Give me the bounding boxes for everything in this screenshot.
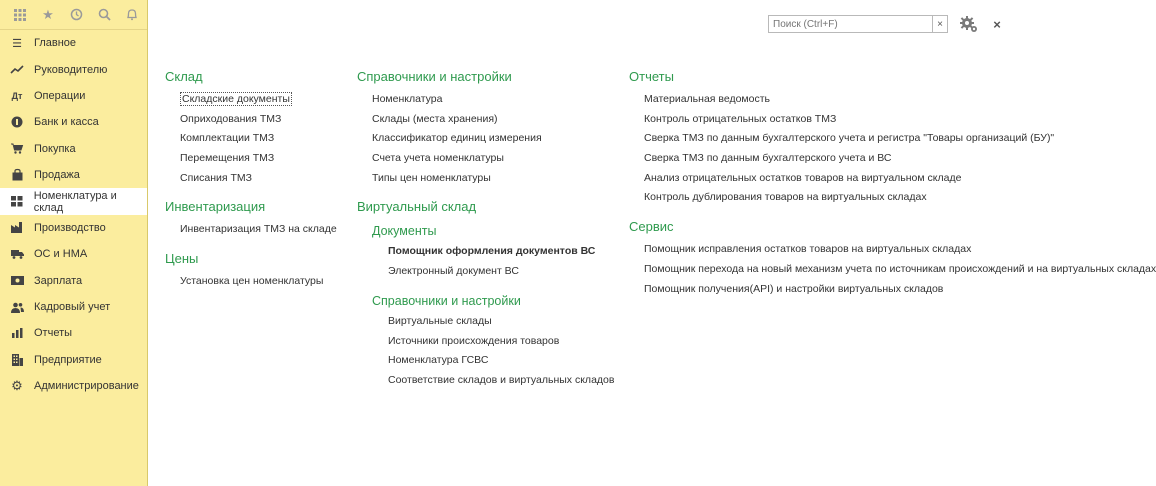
sidebar-item-label: Банк и касса [34, 116, 99, 129]
search-input[interactable] [769, 16, 937, 32]
sidebar-item-hr[interactable] [0, 294, 147, 320]
sidebar-item-production[interactable] [0, 215, 147, 241]
warehouse-grid-icon [10, 195, 24, 209]
search-icon[interactable] [90, 4, 118, 26]
link-vs-doc-assistant[interactable]: Помощник оформления документов ВС [388, 245, 596, 258]
sidebar-item-label: Отчеты [34, 327, 73, 340]
link-price-types[interactable]: Типы цен номенклатуры [372, 171, 491, 184]
sidebar-item-fixed-assets[interactable] [0, 241, 147, 267]
sidebar-item-label: Руководителю [34, 63, 108, 76]
link-negative-vs-analysis[interactable]: Анализ отрицательных остатков товаров на виртуальном складе [644, 171, 962, 184]
sidebar-item-bank[interactable] [0, 109, 147, 135]
subsection-title-vs-references: Справочники и настройки [372, 293, 521, 308]
link-warehouse-mapping[interactable]: Соответствие складов и виртуальных складов [388, 373, 615, 386]
link-warehouse-documents[interactable] [165, 90, 350, 110]
sidebar-item-reports[interactable] [0, 320, 147, 346]
people-icon [10, 300, 24, 314]
link-writeoffs[interactable]: Списания ТМЗ [180, 171, 252, 184]
settings-gear-icon[interactable] [958, 13, 980, 35]
sidebar-item-administration[interactable] [0, 373, 147, 399]
apps-grid-icon[interactable] [6, 4, 34, 26]
link-vs-e-document[interactable]: Электронный документ ВС [388, 265, 519, 278]
clear-search-button[interactable] [932, 16, 947, 32]
factory-icon [10, 221, 24, 235]
link-transfers[interactable]: Перемещения ТМЗ [180, 152, 275, 165]
sidebar-item-main[interactable] [0, 30, 147, 56]
sidebar-item-operations[interactable] [0, 83, 147, 109]
sidebar-item-label: Операции [34, 89, 86, 102]
link-set-prices[interactable]: Установка цен номенклатуры [180, 275, 324, 288]
section-title-virtual-warehouse: Виртуальный склад [357, 199, 477, 215]
sidebar-item-enterprise[interactable] [0, 347, 147, 373]
bell-icon[interactable] [118, 4, 146, 26]
section-title-warehouse: Склад [165, 69, 203, 84]
link-duplicate-control[interactable]: Контроль дублирования товаров на виртуальных складах [644, 191, 927, 204]
sidebar-item-label: Зарплата [34, 274, 83, 287]
link-virtual-warehouses[interactable]: Виртуальные склады [388, 314, 492, 327]
sidebar-item-manager[interactable] [0, 56, 147, 82]
section-title-service: Сервис [629, 219, 674, 235]
link-goods-origin-sources[interactable]: Источники происхождения товаров [388, 334, 560, 347]
menu-lines-icon: ☰ [12, 37, 22, 50]
column-reports [617, 64, 1156, 324]
link-storage-places[interactable]: Склады (места хранения) [372, 112, 498, 125]
link-negative-balance-control[interactable]: Контроль отрицательных остатков ТМЗ [644, 112, 837, 125]
column-warehouse [165, 64, 350, 292]
link-assemblies[interactable]: Комплектации ТМЗ [180, 132, 275, 145]
sidebar-item-label: Продажа [34, 169, 80, 182]
sidebar-item-label: Производство [34, 221, 106, 234]
coin-icon [10, 115, 24, 129]
sidebar-item-purchase[interactable] [0, 136, 147, 162]
link-reconcile-register[interactable]: Сверка ТМЗ по данным бухгалтерского учета и регистра "Товары организаций (БУ)" [644, 132, 1055, 145]
money-icon [10, 274, 24, 288]
link-label: Складские документы [182, 93, 290, 105]
section-title-reports: Отчеты [629, 69, 674, 84]
sidebar-item-label: Предприятие [34, 353, 102, 366]
debit-credit-icon: Дт [11, 90, 23, 101]
link-nomenclature[interactable]: Номенклатура [372, 93, 443, 105]
link-gsvs-nomenclature[interactable]: Номенклатура ГСВС [388, 354, 489, 367]
close-icon: × [993, 16, 1001, 32]
link-fix-vs-balances[interactable]: Помощник исправления остатков товаров на виртуальных складах [644, 243, 972, 256]
link-nomenclature-accounts[interactable]: Счета учета номенклатуры [372, 152, 504, 165]
close-button[interactable] [990, 15, 1004, 33]
clear-icon: × [937, 18, 943, 30]
sidebar-toolbar [0, 0, 147, 30]
cart-icon [10, 142, 24, 156]
sidebar-item-label: Администрирование [34, 380, 139, 393]
sidebar-item-label: Главное [34, 37, 77, 50]
star-icon[interactable]: ★ [42, 6, 54, 22]
column-references [357, 64, 619, 391]
sidebar-item-salary[interactable] [0, 268, 147, 294]
spacer [357, 282, 619, 290]
link-api-vs-settings[interactable]: Помощник получения(API) и настройки виртуальных складов [644, 282, 944, 295]
section-title-inventory: Инвентаризация [165, 199, 266, 215]
sidebar-nav [0, 30, 147, 399]
link-reconcile-vs[interactable]: Сверка ТМЗ по данным бухгалтерского учета и ВС [644, 152, 892, 165]
truck-icon [10, 247, 24, 261]
search-box [768, 15, 948, 33]
history-icon[interactable] [62, 4, 90, 26]
sidebar-item-label: Покупка [34, 142, 76, 155]
link-receipts[interactable]: Оприходования ТМЗ [180, 112, 282, 125]
section-title-references: Справочники и настройки [357, 69, 512, 84]
sidebar [0, 0, 148, 486]
link-inventory[interactable]: Инвентаризация ТМЗ на складе [180, 223, 337, 236]
subsection-title-documents: Документы [372, 224, 437, 239]
sidebar-item-nomenclature-warehouse[interactable] [0, 188, 147, 214]
sidebar-item-label: ОС и НМА [34, 248, 88, 261]
link-units-classifier[interactable]: Классификатор единиц измерения [372, 132, 542, 145]
bag-icon [10, 168, 24, 182]
link-material-statement[interactable]: Материальная ведомость [644, 93, 771, 105]
section-title-prices: Цены [165, 251, 199, 267]
bar-chart-icon [10, 326, 24, 340]
sidebar-item-sales[interactable] [0, 162, 147, 188]
building-icon [10, 353, 24, 367]
trend-icon [10, 63, 24, 77]
link-migration-assistant[interactable]: Помощник перехода на новый механизм учета по источникам происхождений и на виртуальных складах [644, 262, 1156, 275]
sidebar-item-label: Кадровый учет [34, 301, 111, 314]
gear-icon: ⚙ [11, 378, 23, 394]
sidebar-item-label: Номенклатура и склад [33, 189, 117, 214]
